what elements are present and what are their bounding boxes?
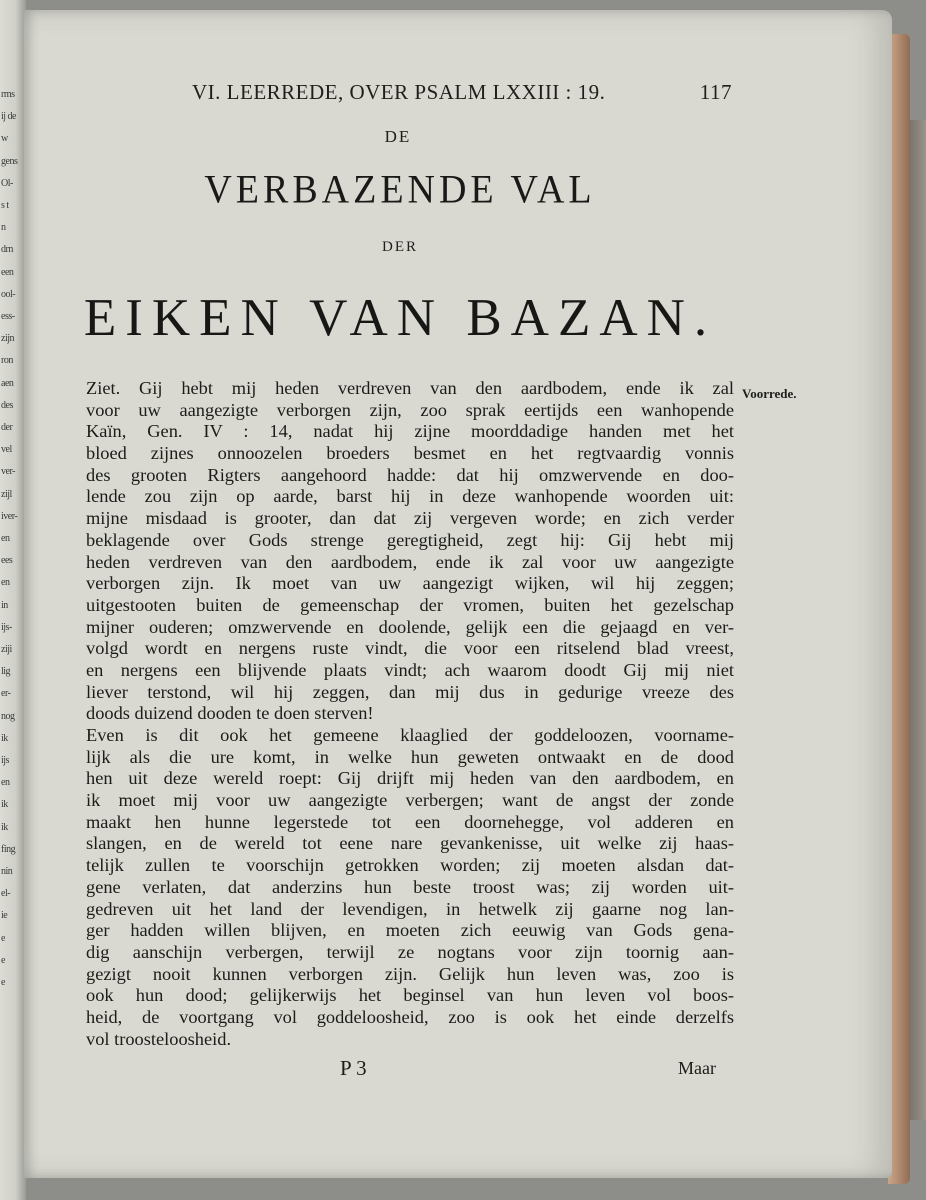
previous-page-margin [0, 0, 26, 1200]
text-line: Kaïn, Gen. IV : 14, nadat hij zijne moorddadige handen met het [86, 421, 734, 442]
facing-page-fragment: gens [1, 155, 18, 167]
facing-page-fragment: ron [1, 355, 13, 367]
text-line: dig aanschijn verbergen, terwijl ze nogtans voor zijn toornig aan- [86, 941, 734, 962]
text-line: en nergens een blijvende plaats vindt; ach waarom doodt Gij mij niet [86, 659, 734, 680]
text-line: lijk als die ure komt, in welke hun geweten ontwaakt en de dood [86, 746, 734, 767]
facing-page-fragment: Ol- [1, 177, 13, 189]
facing-page-fragment: fing [1, 843, 16, 855]
facing-page-fragment: s t [1, 200, 9, 211]
running-title: VI. LEERREDE, OVER PSALM LXXIII : 19. [192, 80, 606, 104]
facing-page-fragment: drn [1, 244, 13, 256]
text-line: gedreven uit het land der levendigen, in hetwelk zij gaarne nog lan- [86, 898, 734, 919]
facing-page-fragment: vel [1, 444, 12, 456]
text-line: bloed zijnes onnoozelen broeders besmet en het regtvaardig vonnis [86, 443, 734, 464]
facing-page-fragment: zijn [1, 333, 14, 345]
text-line: des grooten Rigters aangehoord hadde: dat hij omzwervende en doo- [86, 464, 734, 485]
title-verbazende-val: VERBAZENDE VAL [204, 167, 596, 213]
facing-page-fragment: el- [1, 888, 11, 900]
signature-mark: P 3 [340, 1056, 367, 1080]
facing-page-fragment: ver- [1, 466, 15, 478]
facing-page-fragment: rms [1, 89, 15, 100]
facing-page-fragment: e [1, 977, 5, 988]
text-line: hen uit deze wereld roept: Gij drijft mij heden van den aardbodem, en [86, 768, 734, 789]
facing-page-fragment: ik [1, 821, 8, 833]
facing-page-fragment: en [1, 533, 10, 544]
facing-page-fragment: ijs [1, 755, 9, 766]
facing-page-fragment: ijs- [1, 621, 12, 633]
facing-page-fragment: w [1, 133, 8, 145]
text-line: Ziet. Gij hebt mij heden verdreven van den aardbodem, ende ik zal [86, 378, 734, 398]
facing-page-fragment: een [1, 266, 14, 278]
facing-page-fragment: aen [1, 377, 14, 389]
text-line: liever terstond, wil hij zeggen, dan mij dus in gedurige vreeze des [86, 681, 734, 702]
text-line: heid, de voortgang vol goddeloosheid, zoo is ook het einde derzelfs [86, 1006, 734, 1027]
facing-page-fragment: lig [1, 666, 11, 678]
text-line: ik moet mij voor uw aangezigte verbergen; want de angst der zonde [86, 790, 734, 811]
facing-page-fragment: en [1, 777, 10, 789]
facing-page-fragment: ie [1, 910, 8, 922]
text-line: voor uw aangezigte verborgen zijn, zoo sprak eertijds een wanhopende [86, 399, 734, 420]
facing-page-fragment: zijl [1, 488, 12, 500]
facing-page-fragment: ik [1, 732, 8, 744]
facing-page-fragment: ij de [1, 111, 16, 123]
text-line: verborgen zijn. Ik moet van uw aangezigt wijken, wil hij zeggen; [86, 573, 734, 594]
facing-page-fragment: er- [1, 688, 11, 700]
text-line: beklagende over Gods strenge geregtigheid, zegt hij: Gij hebt mij [86, 529, 734, 550]
text-line: gene verlaten, dat anderzins hun beste troost was; zij worden uit- [86, 876, 734, 897]
facing-page-fragment: der [1, 422, 13, 433]
facing-page-fragment: ees [1, 555, 13, 567]
facing-page-fragment: ik [1, 799, 8, 811]
facing-page-fragment: des [1, 399, 13, 411]
facing-page-fragment: nog [1, 710, 15, 722]
facing-page-fragment: nin [1, 866, 13, 877]
facing-page-fragment: ess- [1, 311, 15, 322]
title-eiken-van-bazan: EIKEN VAN BAZAN. [83, 289, 717, 347]
facing-page-fragment: e [1, 954, 5, 966]
catchword: Maar [678, 1058, 716, 1078]
text-line: ook hun dood; gelijkerwijs het beginsel van hun leven vol boos- [86, 985, 734, 1006]
body-text [86, 378, 734, 1050]
facing-page-fragment: ool- [1, 288, 16, 300]
title-der: DER [382, 239, 418, 255]
facing-page-fragment: e [1, 932, 5, 944]
book-page [24, 10, 892, 1178]
text-line: ger hadden willen blijven, en moeten zich eeuwig van Gods gena- [86, 920, 734, 941]
facing-page-fragment: iver- [1, 510, 18, 522]
text-line: telijk zullen te voorschijn getrokken worden; zij moeten alsdan dat- [86, 855, 734, 876]
text-line: volgd wordt en nergens ruste vindt, die voor een ritselend blad vreest, [86, 638, 734, 659]
text-line: Even is dit ook het gemeene klaaglied der goddeloozen, voorname- [86, 725, 734, 745]
text-line: slangen, en de wereld tot eene nare gevankenisse, uit welke zij haas- [86, 833, 734, 854]
text-line: heden verdreven van den aardbodem, ende ik zal voor uw aangezigte [86, 551, 734, 572]
title-de: DE [384, 127, 412, 146]
page-number: 117 [699, 80, 732, 104]
text-line: mijner ouderen; omzwervende en doolende, gelijk een die gejaagd en ver- [86, 616, 734, 637]
facing-page-fragment: in [1, 599, 8, 611]
facing-page-fragment: en [1, 577, 10, 589]
text-line: maakt hen hunne legerstede tot een doornehegge, vol adderen en [86, 811, 734, 832]
text-line: lende zou zijn op aarde, barst hij in deze wanhopende woorden uit: [86, 486, 734, 507]
facing-page-fragment: n [1, 222, 6, 234]
page-footer [24, 1056, 734, 1086]
running-head [192, 80, 732, 108]
text-line: mijne misdaad is grooter, dan dat zij vergeven worde; en zich verder [86, 508, 734, 529]
text-line: doods duizend dooden te doen sterven! [86, 703, 374, 724]
facing-page-fragment: ziji [1, 644, 12, 655]
text-line: vol troosteloosheid. [86, 1028, 232, 1049]
text-line: gezigt nooit kunnen verborgen zijn. Gelijk hun leven was, zoo is [86, 963, 734, 984]
margin-note-voorrede: Voorrede. [742, 386, 797, 401]
text-line: uitgestooten buiten de gemeenschap der vromen, buiten het gezelschap [86, 594, 734, 615]
